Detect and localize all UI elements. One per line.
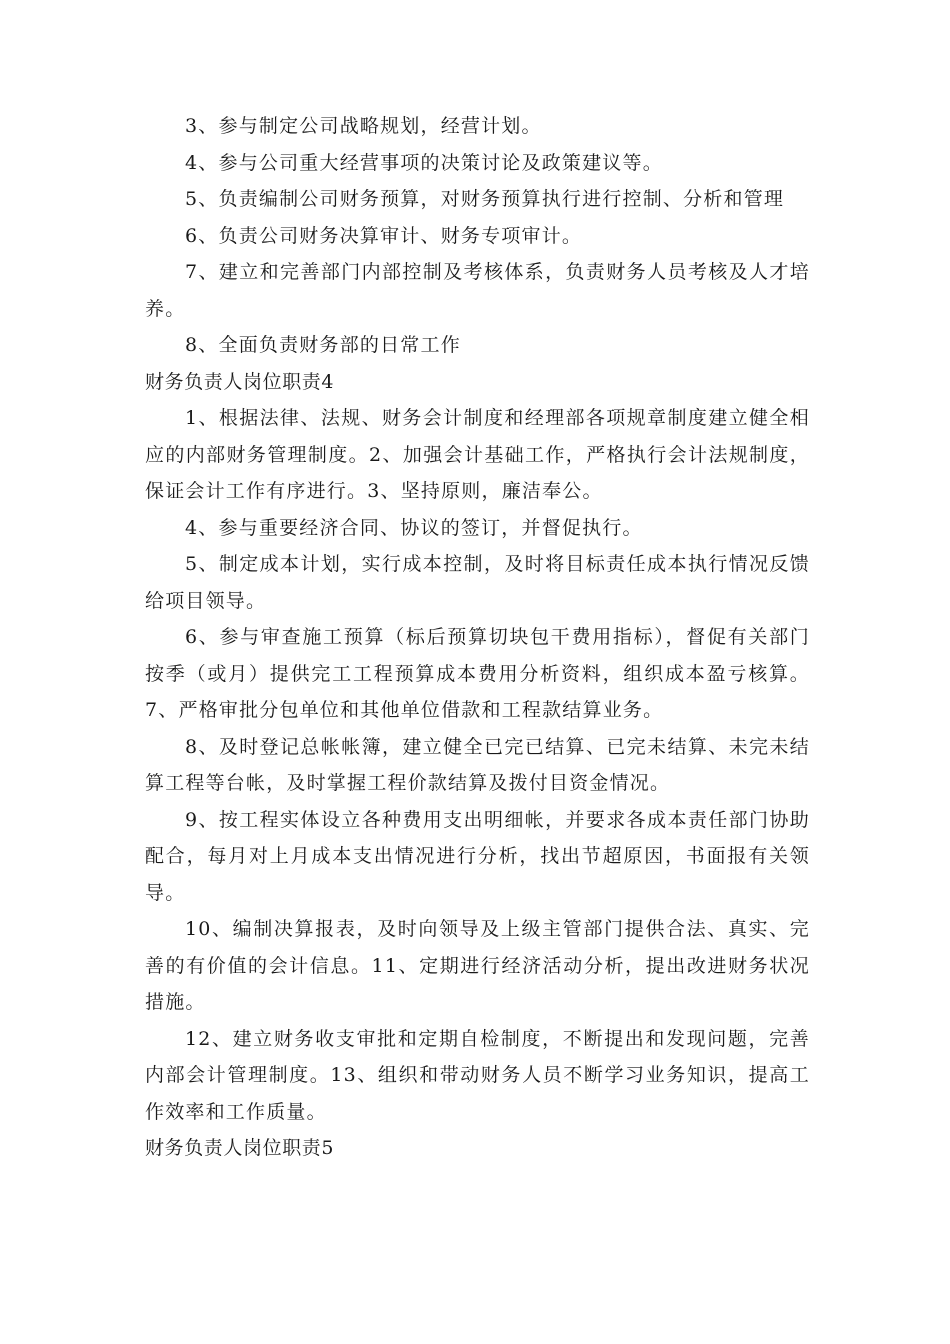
paragraph: 5、负责编制公司财务预算，对财务预算执行进行控制、分析和管理: [185, 188, 785, 210]
paragraph: 4、参与重要经济合同、协议的签订，并督促执行。: [185, 516, 643, 539]
paragraph: 4、参与公司重大经营事项的决策讨论及政策建议等。: [185, 151, 663, 174]
paragraph: 5、制定成本计划，实行成本控制，及时将目标责任成本执行情况反馈给项目领导。: [145, 553, 810, 612]
paragraph: 3、参与制定公司战略规划，经营计划。: [185, 115, 542, 137]
paragraph: 1、根据法律、法规、财务会计制度和经理部各项规章制度建立健全相应的内部财务管理制度。2、加强会计基础工作，严格执行会计法规制度，保证会计工作有序进行。3、坚持原则，廉洁奉公。: [145, 407, 810, 502]
paragraph: 12、建立财务收支审批和定期自检制度，不断提出和发现问题，完善内部会计管理制度。13、组织和带动财务人员不断学习业务知识，提高工作效率和工作质量。: [145, 1027, 810, 1123]
section-heading: 财务负责人岗位职责4: [145, 370, 335, 393]
section-heading: 财务负责人岗位职责5: [145, 1137, 335, 1159]
paragraph: 6、参与审查施工预算（标后预算切块包干费用指标），督促有关部门按季（或月）提供完工工程预算成本费用分析资料，组织成本盈亏核算。7、严格审批分包单位和其他单位借款和工程款结算业务。: [145, 626, 810, 721]
paragraph: 8、及时登记总帐帐簿，建立健全已完已结算、已完未结算、未完未结算工程等台帐，及时掌握工程价款结算及拨付目资金情况。: [145, 735, 810, 794]
paragraph: 10、编制决算报表，及时向领导及上级主管部门提供合法、真实、完善的有价值的会计信息。11、定期进行经济活动分析，提出改进财务状况措施。: [145, 918, 810, 1013]
document-body: [145, 108, 810, 1167]
paragraph: 7、建立和完善部门内部控制及考核体系，负责财务人员考核及人才培养。: [145, 261, 810, 320]
paragraph: 8、全面负责财务部的日常工作: [185, 334, 461, 356]
paragraph: 6、负责公司财务决算审计、财务专项审计。: [185, 224, 583, 247]
paragraph: 9、按工程实体设立各种费用支出明细帐，并要求各成本责任部门协助配合，每月对上月成本支出情况进行分析，找出节超原因，书面报有关领导。: [145, 808, 810, 904]
